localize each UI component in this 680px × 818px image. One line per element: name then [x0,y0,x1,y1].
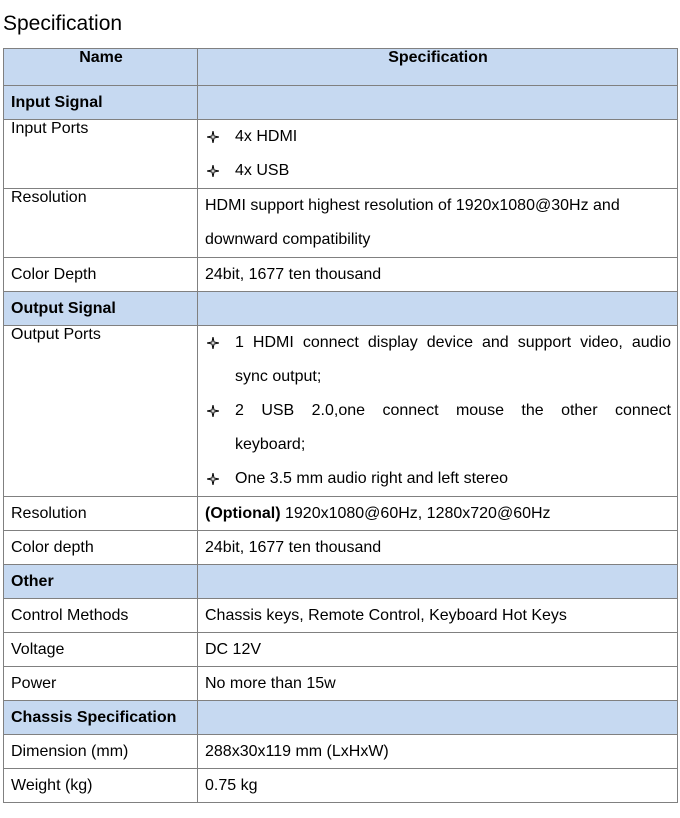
optional-tag: (Optional) [205,504,281,522]
section-title: Input Signal [4,86,198,120]
table-row [4,189,678,258]
table-row [4,735,678,769]
list-item-text: 4x USB [235,162,290,179]
table-row [4,120,678,189]
table-row [4,633,678,667]
list-item [205,154,671,188]
list-item-text: 4x HDMI [235,128,298,145]
row-value [198,326,678,497]
row-value: 0.75 kg [198,769,678,803]
section-empty-cell [198,292,678,326]
section-title: Other [4,565,198,599]
row-label: Control Methods [4,599,198,633]
table-row [4,258,678,292]
spec-table [3,48,678,803]
section-title: Output Signal [4,292,198,326]
row-label: Resolution [4,189,198,258]
row-value: 24bit, 1677 ten thousand [198,531,678,565]
list-item [205,326,671,394]
list-item [205,120,671,154]
section-title: Chassis Specification [4,701,198,735]
table-row [4,326,678,497]
value-line: downward compatibility [205,231,371,248]
section-empty-cell [198,701,678,735]
row-label: Dimension (mm) [4,735,198,769]
list-item [205,462,671,496]
row-value: No more than 15w [198,667,678,701]
row-value: 24bit, 1677 ten thousand [198,258,678,292]
list-item [205,394,671,462]
section-row-input-signal [4,86,678,120]
row-label: Resolution [4,497,198,531]
table-row [4,769,678,803]
column-header-name: Name [4,49,198,86]
value-line: HDMI support highest resolution of 1920x1080@30Hz and [205,197,620,214]
list-item-text: sync output; [235,368,322,385]
row-value: Chassis keys, Remote Control, Keyboard Hot Keys [198,599,678,633]
section-row-chassis-specification [4,701,678,735]
list-item-text: 2 USB 2.0,one connect mouse the other connect [235,402,671,419]
table-row [4,497,678,531]
row-label: Power [4,667,198,701]
row-label: Color Depth [4,258,198,292]
section-row-other [4,565,678,599]
table-row [4,667,678,701]
row-label: Color depth [4,531,198,565]
section-empty-cell [198,86,678,120]
row-label: Voltage [4,633,198,667]
row-label: Output Ports [4,326,198,497]
table-header-row [4,49,678,86]
row-value [198,120,678,189]
row-label: Input Ports [4,120,198,189]
row-value: 288x30x119 mm (LxHxW) [198,735,678,769]
section-row-output-signal [4,292,678,326]
column-header-specification: Specification [198,49,678,86]
row-value [198,497,678,531]
row-value [198,189,678,258]
table-row [4,531,678,565]
list-item-text: 1 HDMI connect display device and support video, audio [235,334,671,351]
row-value: DC 12V [198,633,678,667]
section-empty-cell [198,565,678,599]
table-row [4,599,678,633]
resolution-value: 1920x1080@60Hz, 1280x720@60Hz [280,504,551,522]
list-item-text: One 3.5 mm audio right and left stereo [235,470,509,487]
row-label: Weight (kg) [4,769,198,803]
list-item-text: keyboard; [235,436,306,453]
page-title: Specification [3,12,123,35]
